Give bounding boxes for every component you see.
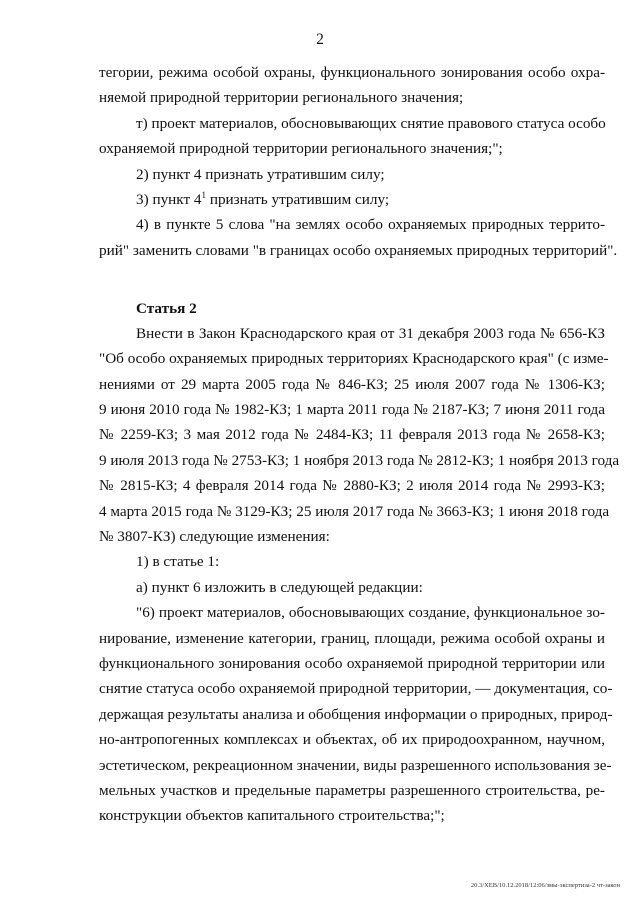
superscript: 1 (201, 189, 207, 200)
text-line: конструкции объектов капитального строительства;"; (99, 807, 445, 825)
text-line: 4 марта 2015 года № 3129-КЗ; 25 июля 2017 года № 3663-КЗ; 1 июня 2018 года (99, 502, 610, 520)
text-line: держащая результаты анализа и обобщения информации о природных, природ- (99, 705, 613, 723)
text-line: тегории, режима особой охраны, функционального зонирования особо охра- (99, 64, 605, 81)
paragraph-item-t (99, 111, 605, 162)
text-line: нениями от 29 марта 2005 года № 846-КЗ; 25 июля 2007 года № 1306-КЗ; (99, 375, 605, 393)
text-line: 2) пункт 4 признать утратившим силу; (136, 165, 385, 183)
article-heading (99, 296, 605, 321)
page-number: 2 (316, 31, 324, 48)
spacer (99, 263, 605, 288)
paragraph-point-6 (99, 600, 613, 829)
paragraph-item-a (99, 575, 605, 600)
text-line: эстетическом, рекреационном значении, виды разрешенного использования зе- (99, 756, 612, 774)
text-line (99, 187, 605, 212)
text-line: № 3807-КЗ) следующие изменения: (99, 528, 330, 546)
text-line: няемой природной территории регионального значения; (99, 89, 464, 107)
text-fragment: признать утратившим силу; (206, 190, 390, 208)
text-line: снятие статуса особо охраняемой природной территории, — документация, со- (99, 680, 613, 698)
text-line: нирование, изменение категории, границ, площади, режима особой охраны и (99, 629, 605, 647)
text-line: "6) проект материалов, обосновывающих создание, функциональное зо- (136, 604, 605, 622)
paragraph-item-4 (99, 212, 618, 263)
text-line: Внести в Закон Краснодарского края от 31 декабря 2003 года № 656-КЗ (136, 324, 605, 342)
text-line: 1) в статье 1: (136, 553, 220, 571)
text-line: но-антропогенных комплексах и объектах, об их природоохранном, научном, (99, 731, 605, 749)
text-line: 4) в пункте 5 слова "на землях особо охраняемых природных террито- (136, 216, 605, 234)
paragraph-item-1 (99, 549, 605, 574)
paragraph-item-2 (99, 162, 605, 187)
text-line: т) проект материалов, обосновывающих снятие правового статуса особо (136, 114, 606, 132)
text-line: мельных участков и предельные параметры разрешенного строительства, ре- (99, 781, 605, 799)
text-line: "Об особо охраняемых природных территориях Краснодарского края" (с изме- (99, 350, 609, 368)
paragraph-amendment-intro (99, 321, 620, 550)
paragraph-continuation (99, 60, 605, 111)
text-line: функционального зонирования особо охраняемой природной территории или (99, 654, 605, 672)
text-line: 9 июля 2013 года № 2753-КЗ; 1 ноября 2013 года № 2812-КЗ; 1 ноября 2013 года (99, 451, 620, 469)
footer-code: 20.3/ХЕВ/10.12.2018/12:06/змы-экспертиза-2 чт-закон (470, 882, 620, 889)
text-fragment: 3) пункт 4 (136, 190, 202, 208)
text-line: 9 июня 2010 года № 1982-КЗ; 1 марта 2011 года № 2187-КЗ; 7 июня 2011 года (99, 401, 605, 419)
spacer (99, 289, 605, 296)
document-body (99, 60, 620, 829)
text-line: № 2815-КЗ; 4 февраля 2014 года № 2880-КЗ; 2 июля 2014 года № 2993-КЗ; (99, 477, 605, 495)
text-line: а) пункт 6 изложить в следующей редакции: (136, 578, 423, 596)
paragraph-item-3 (99, 187, 605, 212)
text-line: охраняемой природной территории регионального значения;"; (99, 140, 503, 158)
heading-text: Статья 2 (136, 299, 197, 317)
text-line: рий" заменить словами "в границах особо охраняемых природных территорий". (99, 241, 618, 259)
text-line: № 2259-КЗ; 3 мая 2012 года № 2484-КЗ; 11 февраля 2013 года № 2658-КЗ; (99, 426, 605, 444)
